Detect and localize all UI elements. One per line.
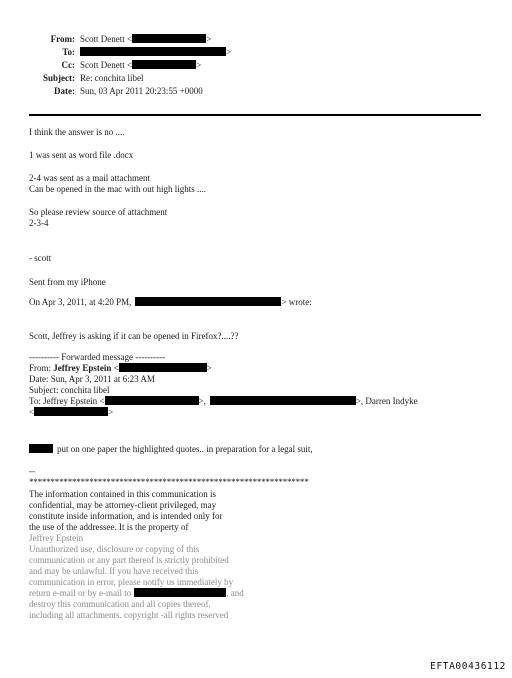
- forwarded-to: To: Jeffrey Epstein < >, >, Darren Indyke: [29, 396, 418, 406]
- document-id: EFTA00436112: [430, 661, 506, 672]
- subject-label: Subject:: [43, 73, 75, 83]
- notice-line-gray: communication in error, please notify us immediately by: [29, 577, 234, 587]
- forwarded-date: Date: Sun, Apr 3, 2011 at 6:23 AM: [29, 374, 155, 384]
- notice-line: The information contained in this communication is: [29, 489, 216, 499]
- angle-close: >: [196, 60, 202, 70]
- date-value: Sun, 03 Apr 2011 20:23:55 +0000: [80, 86, 203, 96]
- redaction-bar: [80, 47, 226, 56]
- quoted-line: Scott, Jeffrey is asking if it can be opened in Firefox?....??: [29, 331, 239, 341]
- subject-value: Re: conchita libel: [80, 73, 144, 83]
- redaction-bar: [210, 396, 356, 405]
- body-line: I think the answer is no ....: [29, 127, 125, 137]
- notice-line-gray: communication or any part thereof is strictly prohibited: [29, 555, 229, 565]
- notice-line-gray: Unauthorized use, disclosure or copying of this: [29, 544, 200, 554]
- notice-line: confidential, may be attorney-client privileged, may: [29, 500, 217, 510]
- sent-from-line: Sent from my iPhone: [29, 277, 106, 287]
- notice-line: constitute inside information, and is intended only for: [29, 511, 223, 521]
- from-value: Scott Denett <: [80, 34, 133, 44]
- quote-wrote: > wrote:: [281, 297, 312, 307]
- header-from-row: [0, 34, 512, 46]
- to-label: To:: [62, 47, 75, 57]
- header-date-row: [0, 86, 512, 98]
- from-label: From:: [50, 34, 75, 44]
- notice-line-gray: return e-mail or by e-mail to , and: [29, 588, 244, 598]
- body-line: 2-3-4: [29, 218, 49, 228]
- quote-header: [29, 297, 312, 308]
- forwarded-body-line: put on one paper the highlighted quotes.. in preparation for a legal suit,: [29, 444, 313, 455]
- redaction-bar: [105, 396, 199, 405]
- body-line: So please review source of attachment: [29, 207, 168, 217]
- header-to-row: [0, 47, 512, 59]
- forwarded-to-continued: < >: [29, 407, 114, 417]
- notice-line: the use of the addressee. It is the property of: [29, 522, 189, 532]
- notice-line-gray: Jeffrey Epstein: [29, 533, 84, 543]
- angle-close: >: [226, 47, 232, 57]
- notice-line-gray: including all attachments. copyright -all rights reserved: [29, 610, 229, 620]
- redaction-bar: [132, 60, 196, 69]
- notice-line-gray: and may be unlawful. If you have received this: [29, 566, 199, 576]
- redaction-bar: [29, 444, 53, 453]
- date-label: Date:: [54, 86, 75, 96]
- quote-prefix: On Apr 3, 2011, at 4:20 PM,: [29, 297, 132, 307]
- forwarded-subject: Subject: conchita libel: [29, 385, 110, 395]
- signature-separator: --: [29, 466, 35, 476]
- asterisk-rule: *****************************************************************: [29, 477, 309, 487]
- redaction-bar: [135, 297, 281, 306]
- notice-line-gray: destroy this communication and all copies thereof,: [29, 599, 211, 609]
- body-line: 2-4 was sent as a mail attachment: [29, 173, 150, 183]
- redaction-bar: [119, 363, 207, 372]
- cc-value: Scott Denett <: [80, 60, 133, 70]
- body-line: 1 was sent as word file .docx: [29, 150, 134, 160]
- angle-close: >: [206, 34, 212, 44]
- header-cc-row: [0, 60, 512, 72]
- redaction-bar: [132, 34, 206, 43]
- cc-label: Cc:: [61, 60, 75, 70]
- forwarded-from: From: Jeffrey Epstein < >: [29, 363, 212, 373]
- redaction-bar: [34, 407, 108, 416]
- redaction-bar: [134, 588, 226, 597]
- header-divider: [29, 114, 481, 116]
- header-subject-row: [0, 73, 512, 85]
- body-line: Can be opened in the mac with out high lights ....: [29, 184, 206, 194]
- forwarded-divider: ---------- Forwarded message ----------: [29, 352, 166, 362]
- forwarded-sender-name: Jeffrey Epstein: [53, 363, 112, 373]
- signature-line: - scott: [29, 253, 52, 263]
